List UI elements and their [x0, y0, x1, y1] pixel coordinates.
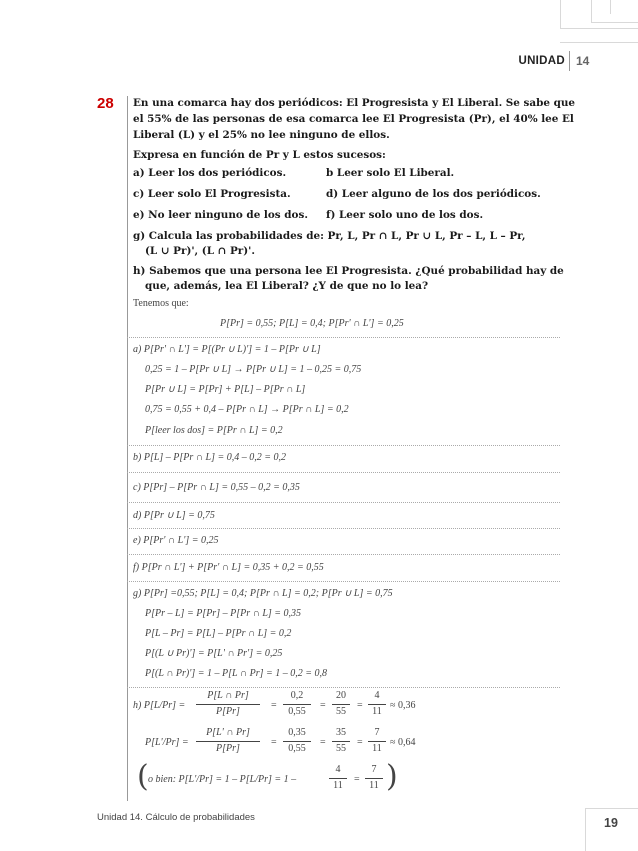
equals-sign: =	[357, 737, 363, 748]
item-f: f) Leer solo uno de los dos.	[326, 209, 484, 221]
fraction-bar	[283, 704, 311, 705]
fraction-bar	[365, 778, 383, 779]
fraction-denominator: 55	[336, 743, 346, 754]
fraction-numerator: 7	[374, 727, 380, 738]
solution-intro: Tenemos que:	[133, 298, 189, 309]
fraction-bar	[283, 741, 311, 742]
separator	[127, 445, 560, 446]
item-b: b Leer solo El Liberal.	[326, 167, 455, 179]
sol-e: e) P[Pr' ∩ L'] = 0,25	[133, 535, 219, 546]
fraction-bar	[368, 741, 386, 742]
fraction-numerator: 0,35	[288, 727, 306, 738]
sol-g-line: g) P[Pr] =0,55; P[L] = 0,4; P[Pr ∩ L] = 0,2; P[Pr ∪ L] = 0,75	[133, 588, 393, 599]
fraction-numerator: 4	[335, 764, 341, 775]
fraction-denominator: 11	[333, 780, 343, 791]
fraction-numerator: 0,2	[290, 690, 304, 701]
item-c: c) Leer solo El Progresista.	[133, 188, 291, 200]
sol-h-lhs: h) P[L/Pr] =	[133, 700, 186, 711]
fraction-numerator: 4	[374, 690, 380, 701]
express-line: Expresa en función de Pr y L estos sucesos:	[133, 149, 386, 161]
fraction-bar	[329, 778, 347, 779]
separator	[127, 528, 560, 529]
sol-d: d) P[Pr ∪ L] = 0,75	[133, 510, 215, 521]
corner-decoration	[585, 808, 586, 851]
fraction-bar	[196, 704, 260, 705]
separator	[127, 687, 560, 688]
sol-a-line: P[Pr ∪ L] = P[Pr] + P[L] – P[Pr ∩ L]	[145, 384, 306, 395]
page-number: 19	[604, 816, 618, 830]
result-value: ≈ 0,64	[390, 737, 416, 748]
fraction-numerator: 7	[371, 764, 377, 775]
item-a: a) Leer los dos periódicos.	[133, 167, 287, 179]
problem-number: 28	[97, 95, 114, 112]
unit-divider	[569, 51, 570, 71]
item-h-cont: que, además, lea El Liberal? ¿Y de que no lo lea?	[145, 280, 429, 292]
separator	[127, 502, 560, 503]
separator	[127, 337, 560, 338]
margin-rule	[127, 96, 128, 801]
sol-g-line: P[Pr – L] = P[Pr] – P[Pr ∩ L] = 0,35	[145, 608, 302, 619]
separator	[127, 554, 560, 555]
sol-f: f) P[Pr ∩ L'] + P[Pr' ∩ L] = 0,35 + 0,2 = 0,55	[133, 562, 324, 573]
item-g-cont: (L ∪ Pr)', (L ∩ Pr)'.	[145, 245, 255, 257]
equals-sign: =	[271, 700, 277, 711]
separator	[127, 472, 560, 473]
item-g: g) Calcula las probabilidades de: Pr, L, Pr ∩ L, Pr ∪ L, Pr – L, L – Pr,	[133, 230, 526, 242]
fraction-bar	[332, 704, 350, 705]
alt-expression: o bien: P[L'/Pr] = 1 – P[L/Pr] = 1 –	[148, 774, 297, 785]
sol-a-line: 0,75 = 0,55 + 0,4 – P[Pr ∩ L] → P[Pr ∩ L] = 0,2	[145, 404, 349, 415]
fraction-numerator: 35	[336, 727, 346, 738]
item-h: h) Sabemos que una persona lee El Progresista. ¿Qué probabilidad hay de	[133, 265, 564, 277]
footer-chapter: Unidad 14. Cálculo de probabilidades	[97, 812, 255, 823]
fraction-numerator: P[L ∩ Pr]	[207, 690, 249, 701]
fraction-denominator: P[Pr]	[216, 743, 240, 754]
sol-g-line: P[(L ∩ Pr)'] = 1 – P[L ∩ Pr] = 1 – 0,2 = 0,8	[145, 668, 328, 679]
item-e: e) No leer ninguno de los dos.	[133, 209, 308, 221]
fraction-numerator: P[L' ∩ Pr]	[206, 727, 250, 738]
corner-decoration	[585, 808, 638, 809]
unit-label: UNIDAD	[518, 55, 565, 67]
statement-line: Liberal (L) y el 25% no lee ninguno de ellos.	[133, 129, 390, 141]
equals-sign: =	[271, 737, 277, 748]
sol-b: b) P[L] – P[Pr ∩ L] = 0,4 – 0,2 = 0,2	[133, 452, 286, 463]
fraction-denominator: 0,55	[288, 706, 306, 717]
equals-sign: =	[354, 774, 360, 785]
fraction-bar	[332, 741, 350, 742]
sol-g-line: P[L – Pr] = P[L] – P[Pr ∩ L] = 0,2	[145, 628, 292, 639]
corner-decoration	[560, 42, 638, 43]
fraction-bar	[368, 704, 386, 705]
fraction-denominator: 11	[372, 706, 382, 717]
fraction-denominator: 11	[372, 743, 382, 754]
left-paren: (	[137, 759, 149, 794]
fraction-bar	[196, 741, 260, 742]
sol-c: c) P[Pr] – P[Pr ∩ L] = 0,55 – 0,2 = 0,35	[133, 482, 300, 493]
result-value: ≈ 0,36	[390, 700, 416, 711]
equals-sign: =	[320, 737, 326, 748]
sol-a-line: a) P[Pr' ∩ L'] = P[(Pr ∪ L)'] = 1 – P[Pr ∪ L]	[133, 344, 321, 355]
corner-decoration	[591, 22, 638, 23]
sol-h-lhs: P[L'/Pr] =	[145, 737, 189, 748]
sol-g-line: P[(L ∪ Pr)'] = P[L' ∩ Pr'] = 0,25	[145, 648, 283, 659]
sol-a-line: 0,25 = 1 – P[Pr ∪ L] → P[Pr ∪ L] = 1 – 0,25 = 0,75	[145, 364, 362, 375]
corner-decoration	[560, 0, 561, 28]
statement-line: En una comarca hay dos periódicos: El Progresista y El Liberal. Se sabe que	[133, 97, 576, 109]
fraction-denominator: 55	[336, 706, 346, 717]
fraction-numerator: 20	[336, 690, 346, 701]
fraction-denominator: 11	[369, 780, 379, 791]
corner-decoration	[591, 0, 592, 22]
equals-sign: =	[320, 700, 326, 711]
right-paren: )	[386, 759, 398, 794]
corner-decoration	[560, 28, 638, 29]
unit-number: 14	[576, 54, 590, 68]
equals-sign: =	[357, 700, 363, 711]
fraction-denominator: 0,55	[288, 743, 306, 754]
given-values: P[Pr] = 0,55; P[L] = 0,4; P[Pr' ∩ L'] = 0,25	[220, 318, 404, 329]
item-d: d) Leer alguno de los dos periódicos.	[326, 188, 541, 200]
sol-a-line: P[leer los dos] = P[Pr ∩ L] = 0,2	[145, 425, 283, 436]
fraction-denominator: P[Pr]	[216, 706, 240, 717]
statement-line: el 55% de las personas de esa comarca lee El Progresista (Pr), el 40% lee El	[133, 113, 574, 125]
corner-decoration	[610, 0, 611, 14]
separator	[127, 581, 560, 582]
